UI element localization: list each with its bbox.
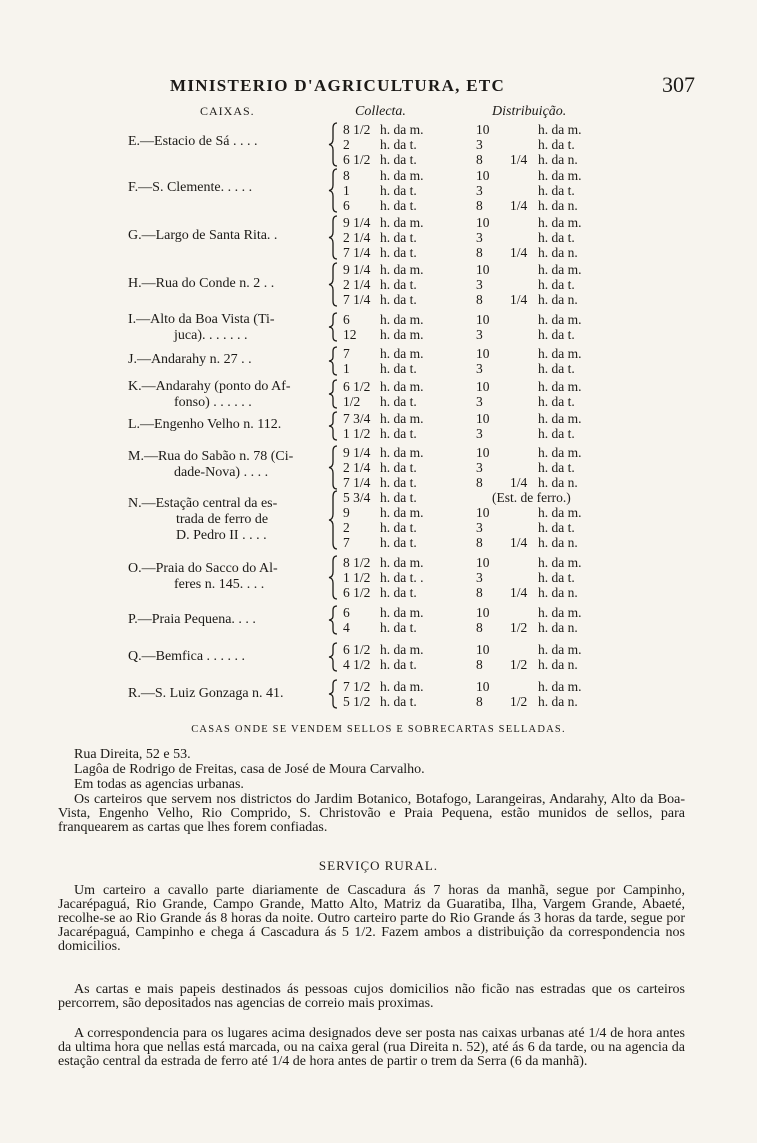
paragraph: A correspondencia para os lugares acima designados deve ser posta nas caixas urbanas até 1/4 de hora antes da ultima hora que nellas está marcada, ou na caixa geral (rua Direita n. 52), até ás 6 da tarde, ou na agencia da estação central da estrada de ferro até 1/4 de hora antes de partir o trem da Serra (6 da manhã). [58,1026,685,1069]
brace-mark [328,605,338,635]
brace-mark [328,215,338,260]
brace-mark [328,379,338,409]
entry-name: Q.—Bemfica . . . . . . [128,649,246,664]
brace-mark [328,411,338,441]
brace-mark [328,555,338,600]
brace-mark [328,679,338,709]
address-line: Em todas as agencias urbanas. [74,777,244,792]
entry-name: F.—S. Clemente. . . . . [128,180,253,195]
entry-name: L.—Engenho Velho n. 112. [128,417,282,432]
entry-name: E.—Estacio de Sá . . . . [128,134,258,149]
document-page: MINISTERIO D'AGRICULTURA, ETC 307 CAIXAS. Collecta. Distribuição. E.—Estacio de Sá . . . . 8 1/2 h. da m. 10 h. da m. 2 h. da t. 3 h. da t. 6 1/2 h. da t. 8 1/4 h. da n. F.—S. Clemente. . . . . 8 h. da m. 10 h. da m. 1 h. da t. 3 h. da t. 6 h. da t. 8 1/4 h. da n. G.—Largo de Santa Rita. . 9 1/4 h. da m. 10 h. da m. 2 1/4 h. da t. 3 h. da t. 7 1/4 h. da t. 8 1/4 h. da n. H.—Rua do Conde n. 2 . . 9 1/4 h. da m. 10 h. da m. 2 1/4 h. da t. 3 h. da t. 7 1/4 h. da t. 8 1/4 h. da n. I.—Alto da Boa Vista (Ti- juca). . . . . . . 6 h. da m. 10 h. da m. 12 h. da m. 3 h. da t. J.—Andarahy n. 27 . . 7 h. da m. 10 h. da m. 1 h. da t. 3 h. da t. K.—Andarahy (ponto do Af- fonso) . . . . . . 6 1/2 h. da m. 10 h. da m. 1/2 h. da t. 3 h. da t. L.—Engenho Velho n. 112. 7 3/4 h. da m. 10 h. da m. 1 1/2 h. da t. 3 h. da t. M.—Rua do Sabão n. 78 (Ci- dade-Nova) . . . . 9 1/4 h. da m. 10 h. da m. 2 1/4 h. da t. 3 h. da t. 7 1/4 h. da t. 8 1/4 h. da n. N.—Estação central da es- trada de ferro de D. Pedro II . . . . 5 3/4 h. da t. (Est. de ferro.) 9 h. da m. 10 h. da m. 2 h. da t. 3 h. da t. 7 h. da t. 8 1/4 h. da n. O.—Praia do Sacco do Al- feres n. 145. . . . 8 1/2 h. da m. 10 h. da m. 1 1/2 h. da t. . 3 h. da t. 6 1/2 h. da t. 8 1/4 h. da n. P.—Praia Pequena. . . . 6 h. da m. 10 h. da m. 4 h. da t. 8 1/2 h. da n. Q.—Bemfica . . . . . . 6 1/2 h. da m. 10 h. da m. 4 1/2 h. da t. 8 1/2 h. da n. R.—S. Luiz Gonzaga n. 41. 7 1/2 h. da m. 10 h. da m. 5 1/2 h. da t. 8 1/2 h. da n. CASAS ONDE SE VENDEM SELLOS E SOBRECARTAS SELLADAS. Rua Direita, 52 e 53. Lagôa de Rodrigo de Freitas, casa de José de Moura Carvalho. Em todas as agencias urbanas. Os carteiros que servem nos districtos do Jardim Botanico, Botafogo, Larangeiras, Andarahy, Alto da Boa-Vista, Engenho Velho, Rio Comprido, S. Christovão e Praia Pequena, estão munidos de sellos, para franquearem as cartas que lhes forem confiadas. SERVIÇO RURAL. Um carteiro a cavallo parte diariamente de Cascadura ás 7 horas da manhã, segue por Campinho, Jacarépaguá, Rio Grande, Campo Grande, Matto Alto, Matriz da Guaratiba, Ilha, Vargem Grande, Abaeté, recolhe-se ao Rio Grande ás 8 horas da noite. Outro carteiro parte do Rio Grande ás 3 horas da tarde, segue por Jacarépaguá, Campinho e chega á Cascadura ás 5 1/2. Fazem ambos a distribuição da correspondencia nos domicilios. As cartas e mais papeis destinados ás pessoas cujos domicilios não ficão nas estradas que os carteiros percorrem, são depositados nas agencias de correio mais proximas. A correspondencia para os lugares acima designados deve ser posta nas caixas urbanas até 1/4 de hora antes da ultima hora que nellas está marcada, ou na caixa geral (rua Direita n. 52), até ás 6 da tarde, ou na agencia da estação central da estrada de ferro até 1/4 de hora antes de partir o trem da Serra (6 da manhã). [0,0,757,1143]
brace-mark [328,122,338,167]
entry-name: K.—Andarahy (ponto do Af- fonso) . . . . . . [128,379,291,410]
entry-name: R.—S. Luiz Gonzaga n. 41. [128,686,284,701]
brace-mark [328,312,338,342]
section-heading-casas: CASAS ONDE SE VENDEM SELLOS E SOBRECARTAS SELLADAS. [191,724,566,735]
section-heading-rural: SERVIÇO RURAL. [318,858,439,873]
page-number: 307 [662,72,695,97]
brace-mark [328,262,338,307]
paragraph: Os carteiros que servem nos districtos do Jardim Botanico, Botafogo, Larangeiras, Andarahy, Alto da Boa-Vista, Engenho Velho, Rio Comprido, S. Christovão e Praia Pequena, estão munidos de sellos, para franquearem as cartas que lhes forem confiadas. [58,792,685,835]
address-line: Lagôa de Rodrigo de Freitas, casa de José de Moura Carvalho. [74,762,425,777]
entry-name: O.—Praia do Sacco do Al- feres n. 145. . . . [128,561,278,592]
entry-name: N.—Estação central da es- trada de ferro de D. Pedro II . . . . [128,496,278,543]
brace-mark [328,445,338,490]
entry-name: M.—Rua do Sabão n. 78 (Ci- dade-Nova) . . . . [128,449,294,480]
brace-mark [328,168,338,213]
paragraph: Um carteiro a cavallo parte diariamente de Cascadura ás 7 horas da manhã, segue por Campinho, Jacarépaguá, Rio Grande, Campo Grande, Matto Alto, Matriz da Guaratiba, Ilha, Vargem Grande, Abaeté, recolhe-se ao Rio Grande ás 8 horas da noite. Outro carteiro parte do Rio Grande ás 3 horas da tarde, segue por Jacarépaguá, Campinho e chega á Cascadura ás 5 1/2. Fazem ambos a distribuição da correspondencia nos domicilios. [58,883,685,954]
column-header-collecta: Collecta. [355,104,406,119]
entry-name: I.—Alto da Boa Vista (Ti- juca). . . . . . . [128,312,275,343]
entry-name: G.—Largo de Santa Rita. . [128,228,278,243]
entry-name: J.—Andarahy n. 27 . . [128,352,252,367]
address-line: Rua Direita, 52 e 53. [74,747,191,762]
brace-mark [328,490,338,550]
header-title: MINISTERIO D'AGRICULTURA, ETC [170,76,506,95]
running-head [170,72,695,102]
paragraph: As cartas e mais papeis destinados ás pessoas cujos domicilios não ficão nas estradas que os carteiros percorrem, são depositados nas agencias de correio mais proximas. [58,982,685,1011]
entry-name: P.—Praia Pequena. . . . [128,612,256,627]
column-header-caixas: CAIXAS. [200,104,255,118]
brace-mark [328,346,338,376]
column-header-distribuicao: Distribuição. [492,104,567,119]
brace-mark [328,642,338,672]
entry-name: H.—Rua do Conde n. 2 . . [128,276,275,291]
